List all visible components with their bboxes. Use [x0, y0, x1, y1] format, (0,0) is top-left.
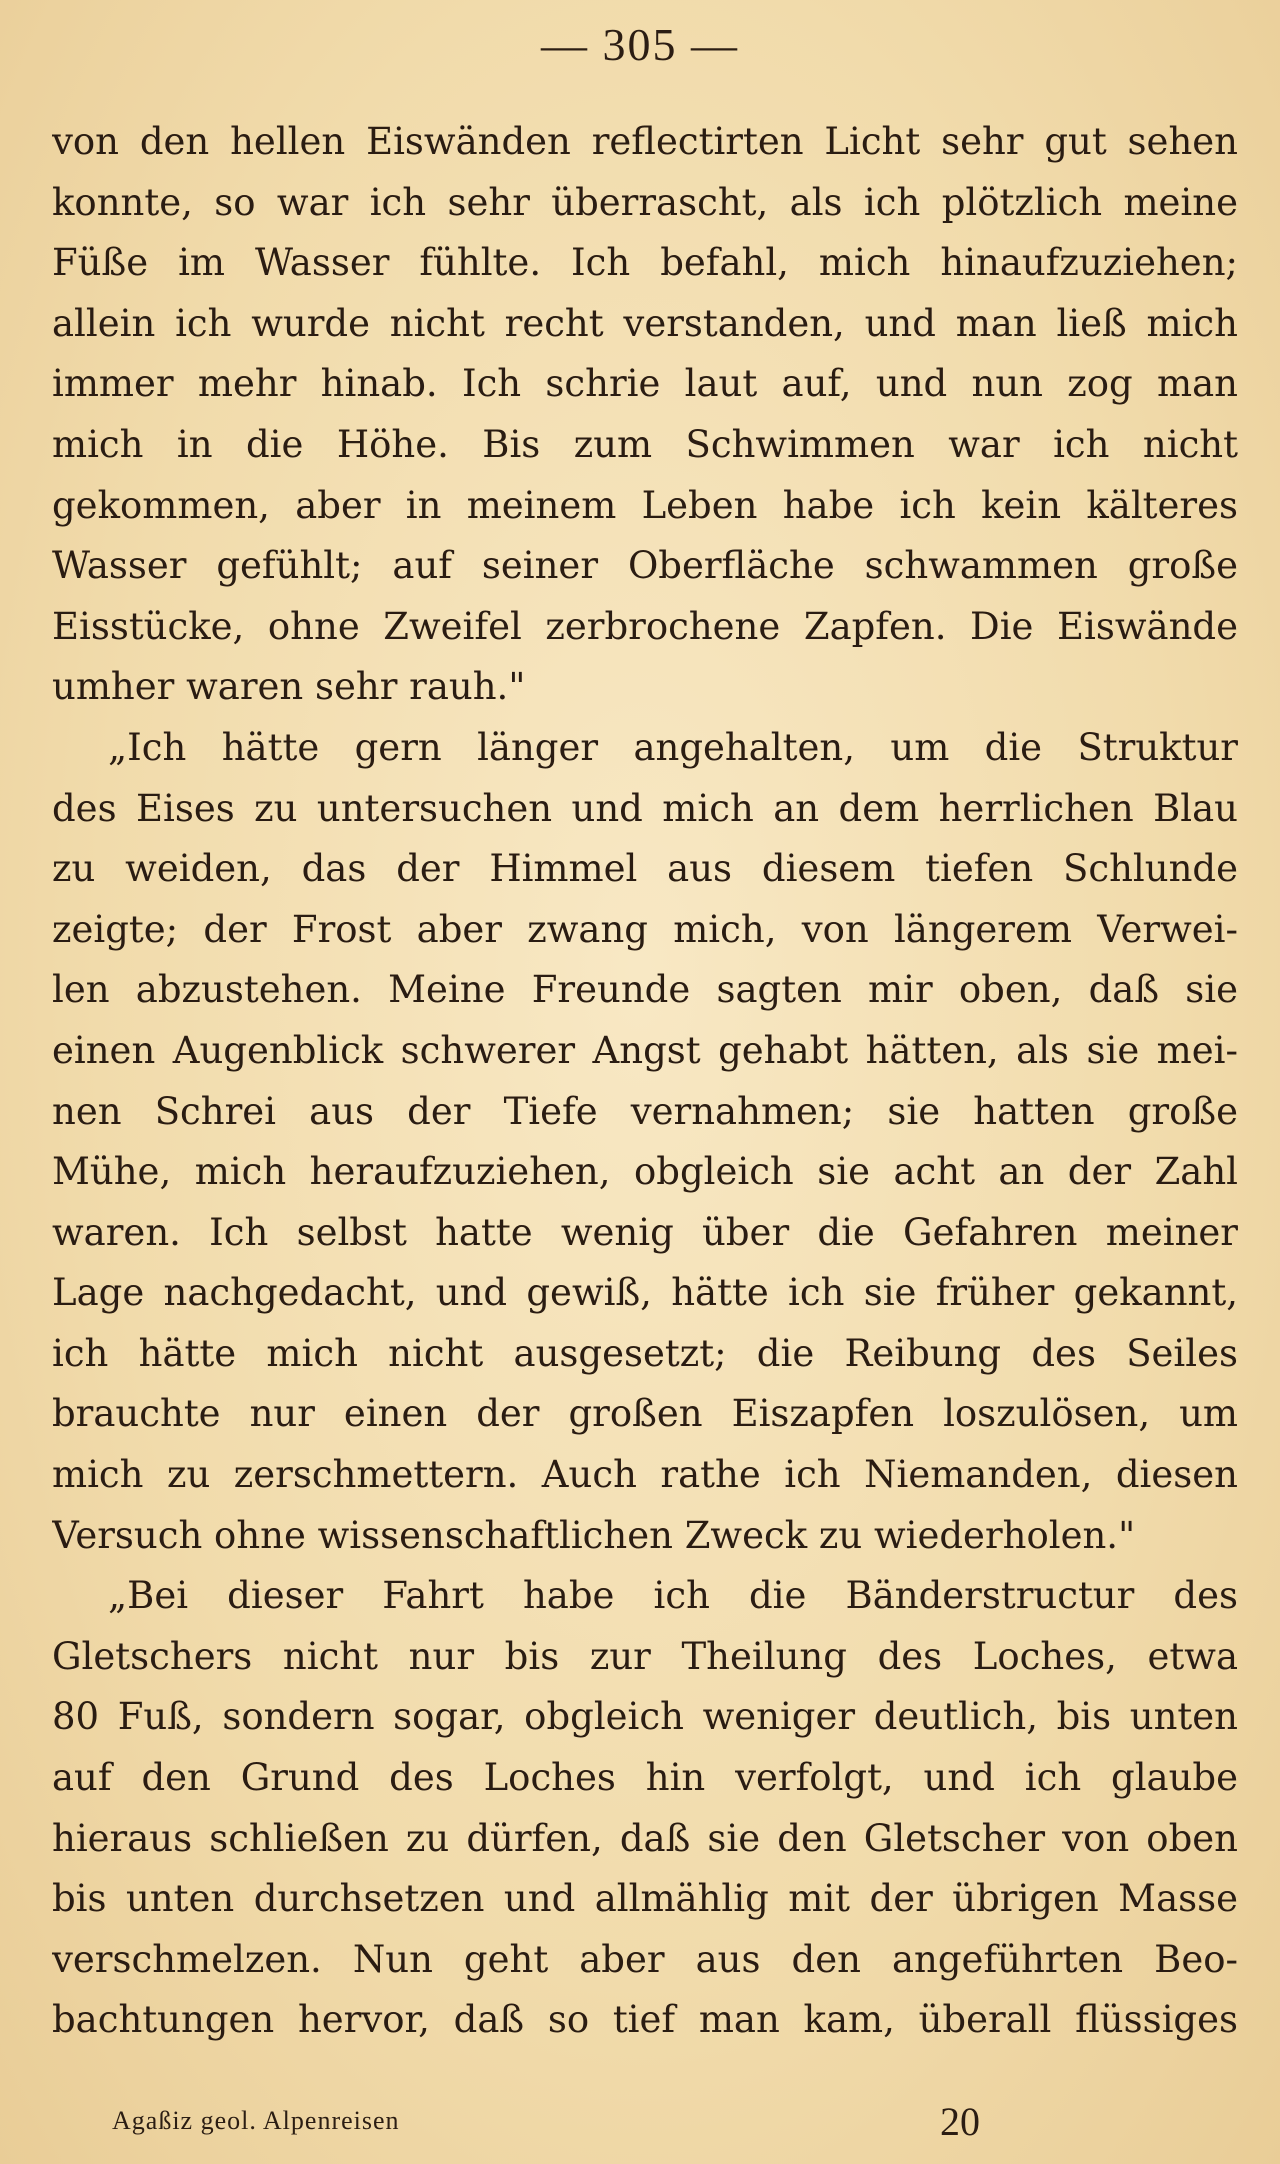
text-line: Lage nachgedacht, und gewiß, hätte ich sie früher gekannt, [52, 1271, 1238, 1315]
signature-mark: Agaßiz geol. Alpenreisen [112, 2106, 400, 2135]
text-line: mich in die Höhe. Bis zum Schwimmen war ich nicht [52, 422, 1238, 466]
text-line: Wasser gefühlt; auf seiner Oberfläche schwammen große [52, 544, 1238, 588]
text-line: umher waren sehr rauh." [52, 665, 526, 709]
text-line: brauchte nur einen der großen Eiszapfen loszulösen, um [52, 1392, 1238, 1436]
text-line: „Bei dieser Fahrt habe ich die Bänderstructur des [108, 1574, 1238, 1618]
text-line: allein ich wurde nicht recht verstanden, und man ließ mich [52, 301, 1238, 345]
text-line: verschmelzen. Nun geht aber aus den angeführten Beo- [52, 1937, 1238, 1981]
text-line: ich hätte mich nicht ausgesetzt; die Reibung des Seiles [52, 1331, 1238, 1375]
text-line: Füße im Wasser fühlte. Ich befahl, mich hinaufzuziehen; [52, 241, 1238, 285]
text-line: konnte, so war ich sehr überrascht, als ich plötzlich meine [52, 180, 1238, 224]
text-line: des Eises zu untersuchen und mich an dem herrlichen Blau [52, 786, 1238, 830]
text-line: gekommen, aber in meinem Leben habe ich kein kälteres [52, 483, 1238, 527]
text-line: Versuch ohne wissenschaftlichen Zweck zu wiederholen." [52, 1513, 1136, 1557]
text-line: von den hellen Eiswänden reflectirten Licht sehr gut sehen [52, 120, 1238, 163]
text-line: Mühe, mich heraufzuziehen, obgleich sie acht an der Zahl [52, 1150, 1238, 1194]
body-text [52, 112, 1238, 2051]
text-line: immer mehr hinab. Ich schrie laut auf, und nun zog man [52, 362, 1238, 406]
text-line: bis unten durchsetzen und allmählig mit der übrigen Masse [52, 1877, 1238, 1921]
page-footer [112, 2098, 1112, 2142]
text-line: „Ich hätte gern länger angehalten, um die Struktur [108, 725, 1238, 769]
text-line: bachtungen hervor, daß so tief man kam, überall flüssiges [52, 1998, 1238, 2042]
text-line: hieraus schließen zu dürfen, daß sie den Gletscher von oben [52, 1816, 1238, 1860]
sheet-number: 20 [940, 2099, 980, 2144]
page-number: — 305 — [541, 19, 739, 70]
text-line: len abzustehen. Meine Freunde sagten mir oben, daß sie [52, 968, 1238, 1012]
text-line: zeigte; der Frost aber zwang mich, von längerem Verwei- [52, 907, 1238, 951]
text-line: waren. Ich selbst hatte wenig über die Gefahren meiner [52, 1210, 1238, 1254]
text-line: zu weiden, das der Himmel aus diesem tiefen Schlunde [52, 847, 1238, 891]
text-line: Eisstücke, ohne Zweifel zerbrochene Zapfen. Die Eiswände [52, 604, 1238, 648]
text-line: Gletschers nicht nur bis zur Theilung des Loches, etwa [52, 1634, 1238, 1678]
text-line: nen Schrei aus der Tiefe vernahmen; sie hatten große [52, 1089, 1238, 1133]
text-line: 80 Fuß, sondern sogar, obgleich weniger deutlich, bis unten [52, 1695, 1238, 1739]
text-line: einen Augenblick schwerer Angst gehabt hätten, als sie mei- [52, 1028, 1238, 1072]
text-line: auf den Grund des Loches hin verfolgt, und ich glaube [52, 1756, 1238, 1800]
text-line: mich zu zerschmettern. Auch rathe ich Niemanden, diesen [52, 1453, 1238, 1497]
